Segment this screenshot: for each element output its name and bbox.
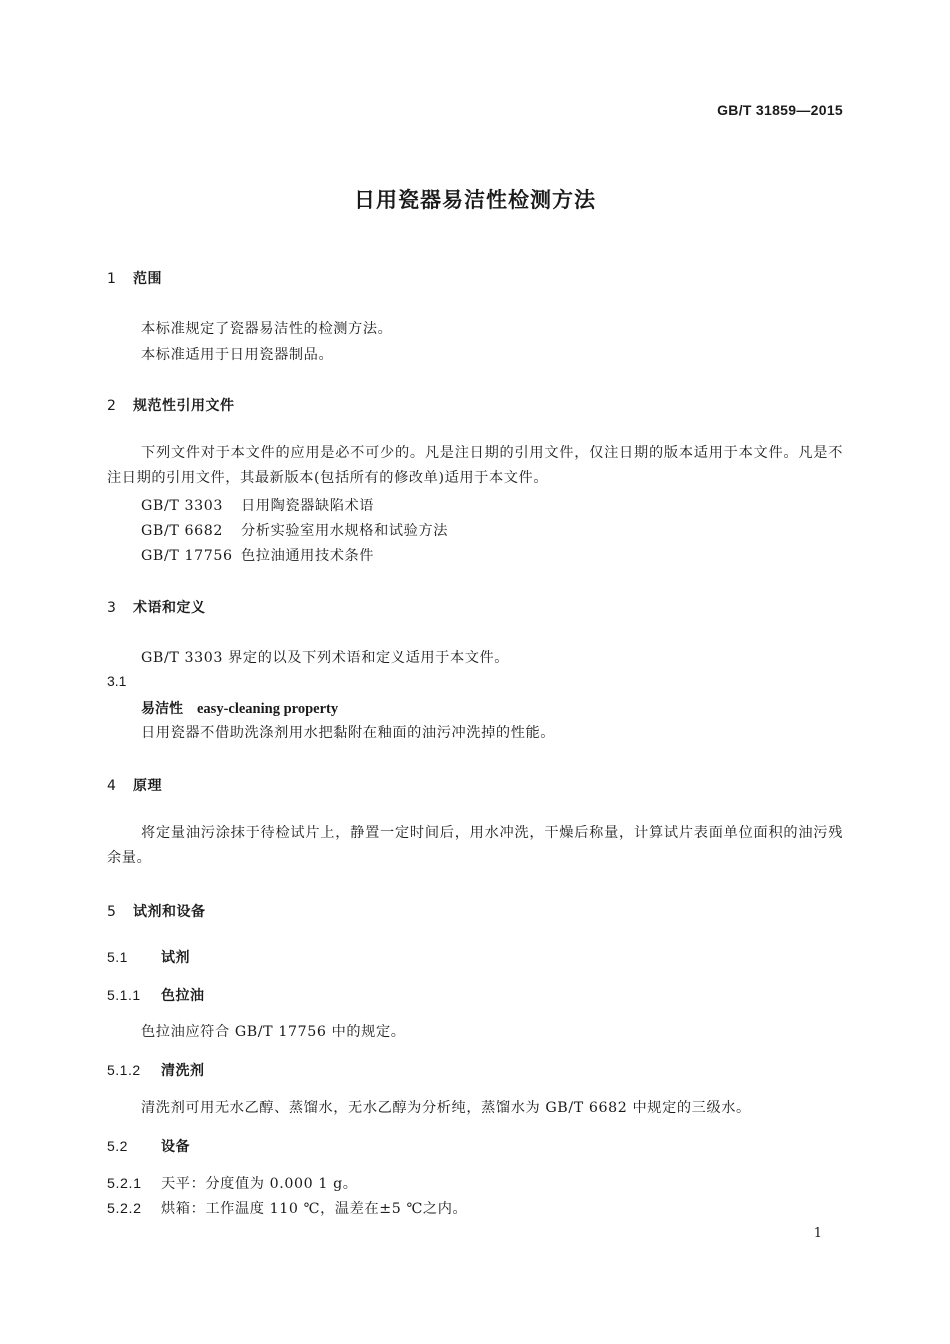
clause-text: 天平：分度值为 0.000 1 g。 — [161, 1176, 358, 1192]
section-1-heading — [107, 268, 162, 288]
reference-item — [141, 545, 374, 565]
clause-5-2-2 — [107, 1198, 467, 1218]
reference-code: GB/T 17756 — [141, 548, 233, 564]
reference-item — [141, 520, 448, 540]
page-number: 1 — [813, 1226, 822, 1241]
subsection-5-2-heading — [107, 1136, 190, 1156]
paragraph: 清洗剂可用无水乙醇、蒸馏水，无水乙醇为分析纯，蒸馏水为 GB/T 6682 中规定的三级水。 — [141, 1100, 751, 1116]
paragraph: 色拉油应符合 GB/T 17756 中的规定。 — [141, 1024, 406, 1040]
term-definition: 日用瓷器不借助洗涤剂用水把黏附在釉面的油污冲洗掉的性能。 — [141, 725, 556, 741]
clause-number: 5.2.2 — [107, 1201, 142, 1217]
document-title: 日用瓷器易洁性检测方法 — [354, 188, 596, 212]
paragraph: 将定量油污涂抹于待检试片上，静置一定时间后，用水冲洗，干燥后称量，计算试片表面单位面积的油污残余量。 — [107, 825, 843, 866]
section-2-heading — [107, 395, 235, 415]
section-title: 试剂和设备 — [133, 904, 206, 920]
section-number: 5 — [107, 904, 117, 920]
reference-code: GB/T 6682 — [141, 523, 224, 539]
reference-title: 色拉油通用技术条件 — [241, 548, 375, 564]
section-title: 术语和定义 — [133, 600, 206, 616]
section-title: 范围 — [133, 271, 162, 287]
subsection-number: 5.1 — [107, 949, 128, 965]
term-entry — [141, 698, 338, 718]
subsection-number: 5.1.1 — [107, 987, 141, 1003]
section-number: 1 — [107, 271, 117, 287]
section-4-heading — [107, 775, 162, 795]
subsection-5-1-1-heading — [107, 985, 205, 1005]
subsection-title: 色拉油 — [161, 988, 205, 1004]
paragraph: 本标准适用于日用瓷器制品。 — [141, 347, 334, 363]
reference-item — [141, 495, 374, 515]
paragraph: GB/T 3303 界定的以及下列术语和定义适用于本文件。 — [141, 650, 510, 666]
term-chinese: 易洁性 — [141, 701, 183, 717]
term-english: easy-cleaning property — [197, 701, 339, 717]
standard-number: GB/T 31859—2015 — [717, 102, 843, 118]
clause-text: 烘箱：工作温度 110 ℃，温差在±5 ℃之内。 — [161, 1201, 468, 1217]
clause-number: 5.2.1 — [107, 1176, 142, 1192]
subsection-title: 试剂 — [161, 950, 190, 966]
subsection-number: 5.1.2 — [107, 1062, 141, 1078]
paragraph: 本标准规定了瓷器易洁性的检测方法。 — [141, 321, 393, 337]
section-title: 规范性引用文件 — [133, 398, 235, 414]
reference-title: 分析实验室用水规格和试验方法 — [241, 523, 449, 539]
term-number: 3.1 — [107, 673, 127, 689]
reference-title: 日用陶瓷器缺陷术语 — [241, 498, 375, 514]
reference-code: GB/T 3303 — [141, 498, 224, 514]
section-number: 2 — [107, 398, 117, 414]
subsection-5-1-2-heading — [107, 1060, 205, 1080]
section-number: 3 — [107, 600, 117, 616]
clause-5-2-1 — [107, 1173, 358, 1193]
subsection-title: 清洗剂 — [161, 1063, 205, 1079]
section-3-heading — [107, 597, 206, 617]
subsection-5-1-heading — [107, 947, 190, 967]
section-5-heading — [107, 901, 206, 921]
subsection-number: 5.2 — [107, 1138, 128, 1154]
paragraph: 下列文件对于本文件的应用是必不可少的。凡是注日期的引用文件，仅注日期的版本适用于本文件。凡是不注日期的引用文件，其最新版本(包括所有的修改单)适用于本文件。 — [107, 445, 843, 486]
section-title: 原理 — [133, 778, 162, 794]
section-number: 4 — [107, 778, 117, 794]
subsection-title: 设备 — [161, 1139, 190, 1155]
